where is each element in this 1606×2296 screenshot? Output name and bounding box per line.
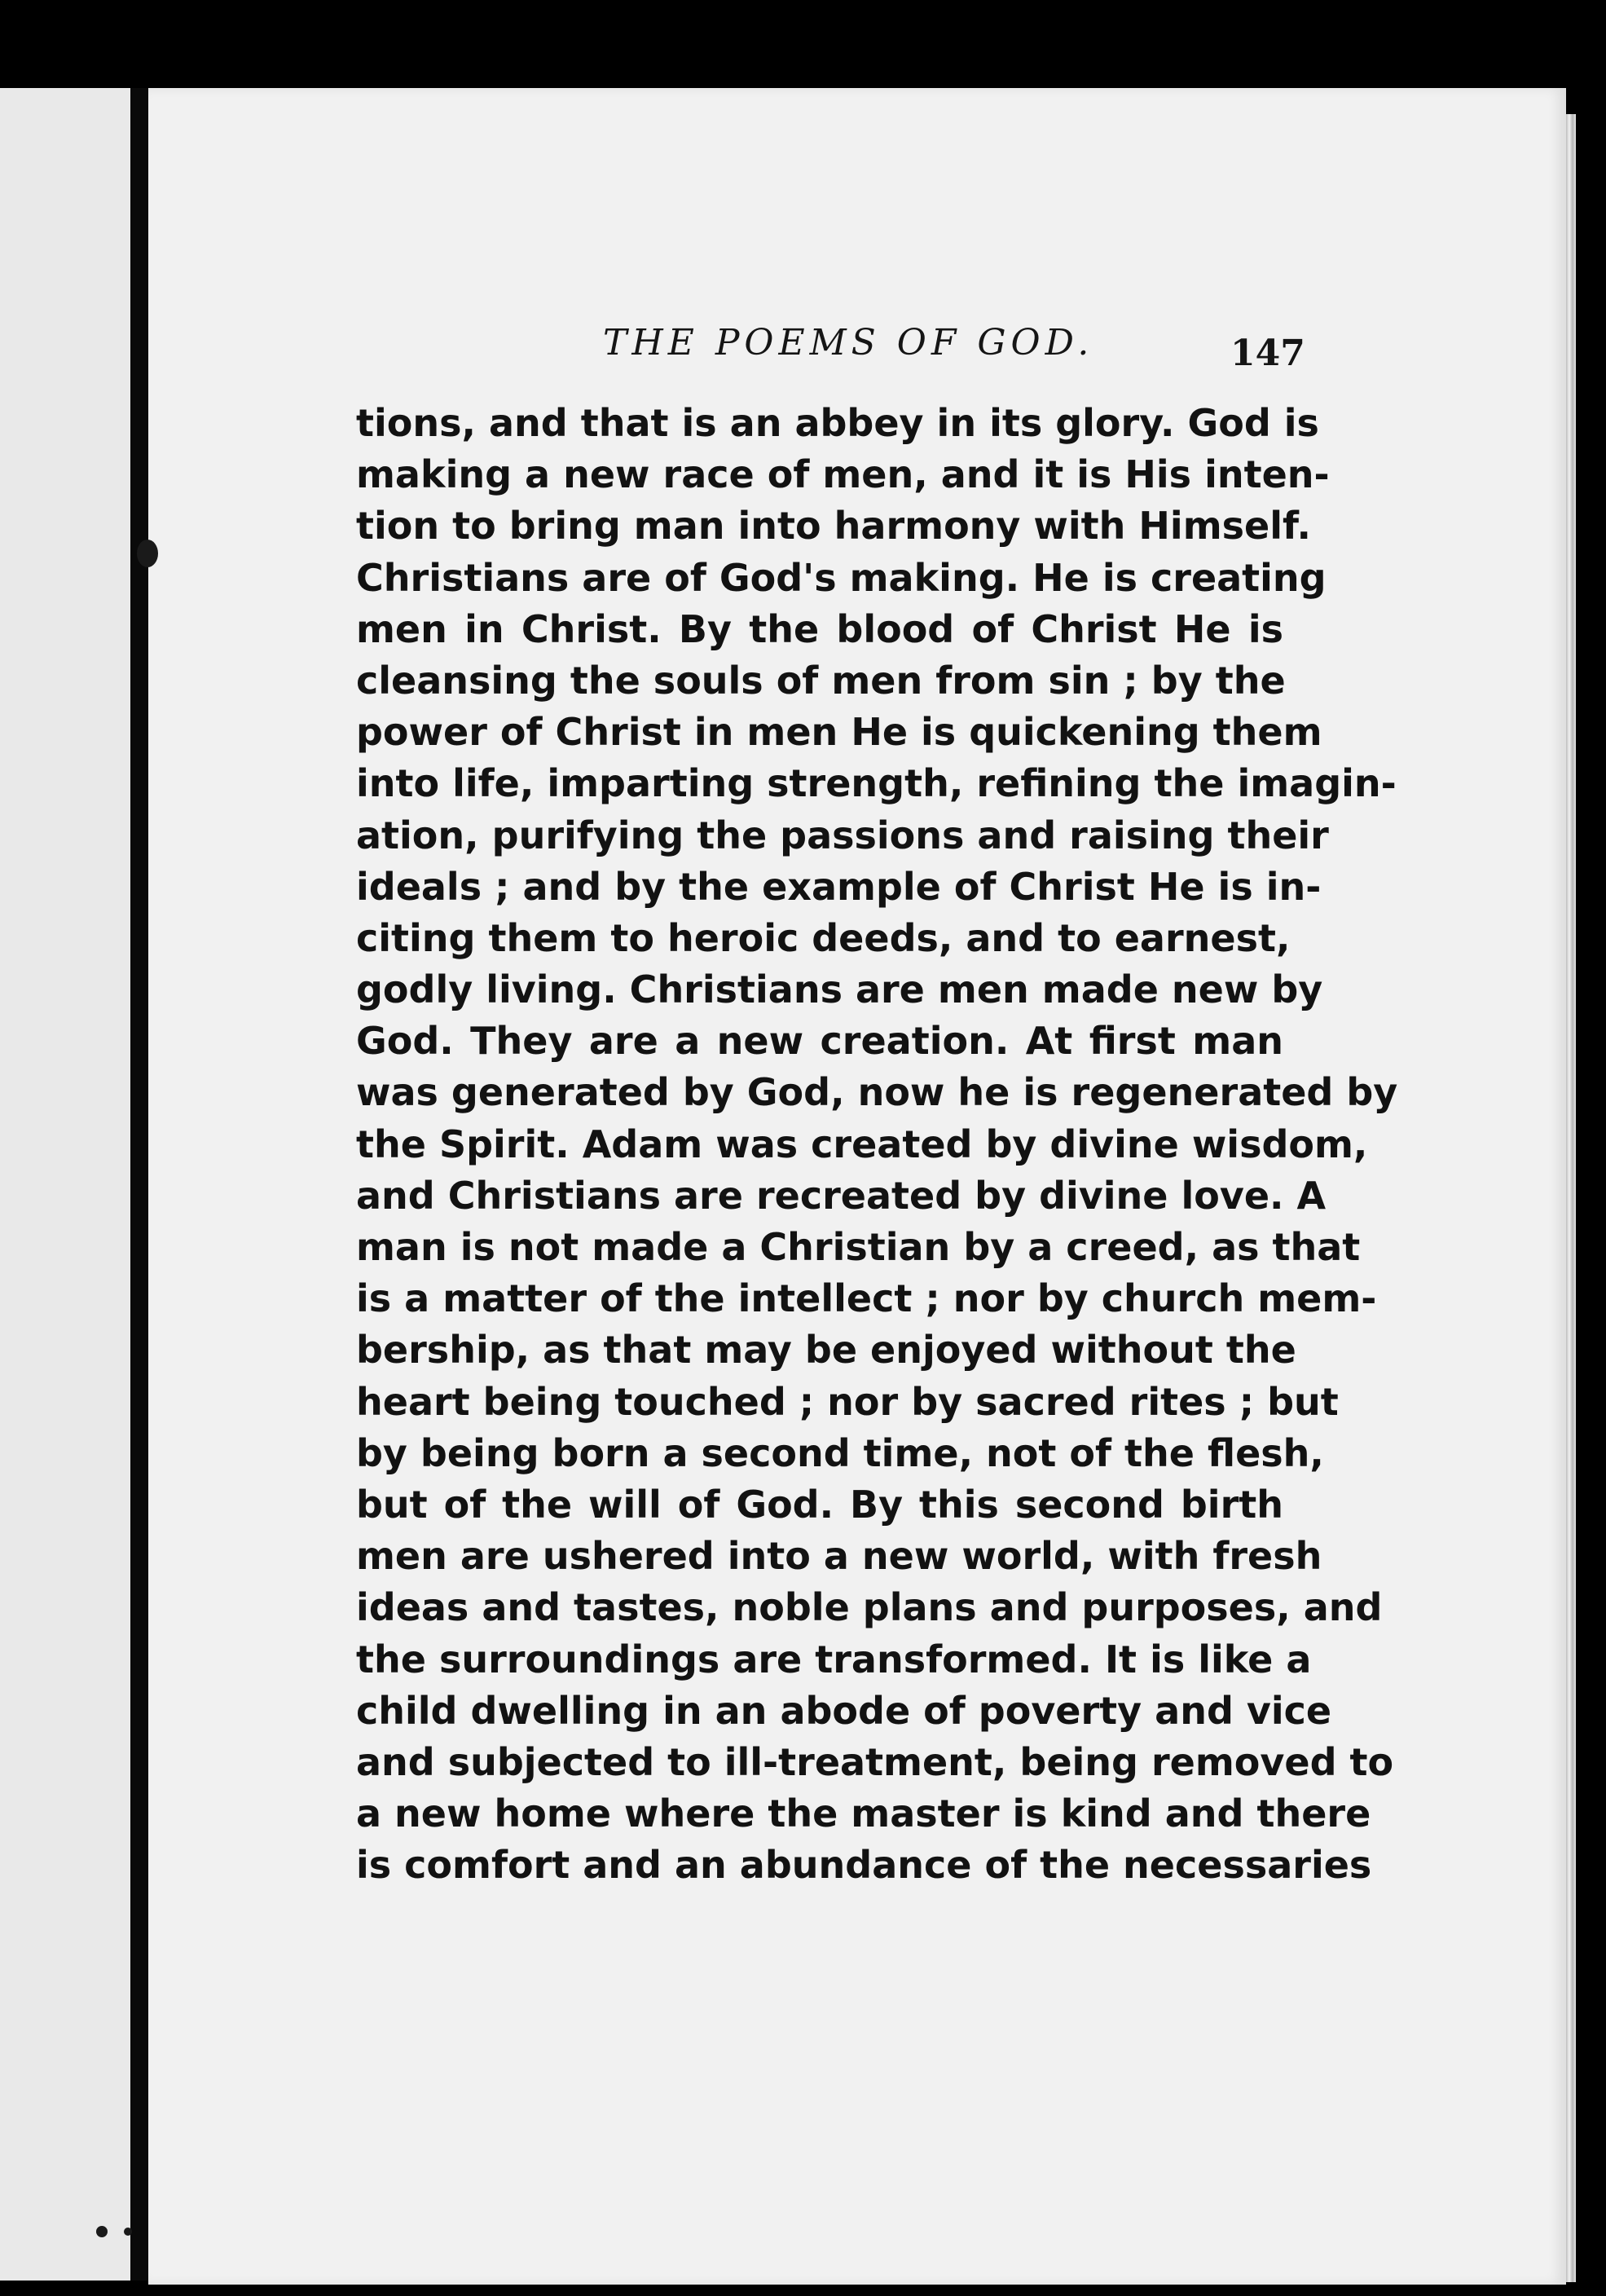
facing-page-edge — [0, 88, 148, 2281]
text-line: tions, and that is an abbey in its glory. God is — [356, 401, 1319, 445]
text-line: power of Christ in men He is quickening them — [356, 710, 1322, 755]
binding-dot — [124, 2228, 132, 2236]
text-line: making a new race of men, and it is His inten- — [356, 452, 1330, 497]
text-line: godly living. Christians are men made new by — [356, 967, 1323, 1012]
page-fore-edge — [1566, 114, 1576, 2282]
binding-dot — [96, 2226, 108, 2237]
text-line: God. They are a new creation. At first man — [356, 1019, 1283, 1064]
text-line: and subjected to ill-treatment, being removed to — [356, 1739, 1394, 1784]
text-line: cleansing the souls of men from sin ; by the — [356, 658, 1286, 703]
text-line: ation, purifying the passions and raising their — [356, 813, 1329, 857]
binding-mark — [137, 540, 158, 567]
text-line: by being born a second time, not of the flesh, — [356, 1430, 1324, 1475]
text-line: tion to bring man into harmony with Himself. — [356, 504, 1311, 549]
text-line: the Spirit. Adam was created by divine wisdom, — [356, 1122, 1368, 1166]
text-line: citing them to heroic deeds, and to earnest, — [356, 915, 1291, 960]
text-line: ideas and tastes, noble plans and purposes, and — [356, 1585, 1383, 1630]
text-line: child dwelling in an abode of poverty and vice — [356, 1688, 1332, 1733]
text-line: but of the will of God. By this second birth — [356, 1482, 1283, 1527]
text-line: Christians are of God's making. He is creating — [356, 555, 1327, 600]
page-number: 147 — [1230, 333, 1305, 374]
text-line: the surroundings are transformed. It is like a — [356, 1637, 1312, 1681]
text-line: was generated by God, now he is regenerated by — [356, 1070, 1398, 1115]
running-head: THE POEMS OF GOD. — [603, 322, 1094, 364]
body-text — [356, 398, 1398, 1891]
book-gutter — [130, 88, 148, 2281]
text-line: men are ushered into a new world, with fresh — [356, 1534, 1322, 1579]
text-line: is a matter of the intellect ; nor by church mem- — [356, 1276, 1377, 1321]
text-line: man is not made a Christian by a creed, as that — [356, 1225, 1361, 1269]
text-line: a new home where the master is kind and there — [356, 1791, 1371, 1836]
text-line: men in Christ. By the blood of Christ He is — [356, 606, 1283, 651]
text-line: bership, as that may be enjoyed without the — [356, 1328, 1296, 1373]
text-line: ideals ; and by the example of Christ He is in- — [356, 864, 1322, 909]
text-line: is comfort and an abundance of the necessaries — [356, 1843, 1372, 1888]
text-line: and Christians are recreated by divine love. A — [356, 1173, 1327, 1218]
text-line: heart being touched ; nor by sacred rites ; but — [356, 1379, 1339, 1424]
text-line: into life, imparting strength, refining the imagin- — [356, 761, 1397, 806]
